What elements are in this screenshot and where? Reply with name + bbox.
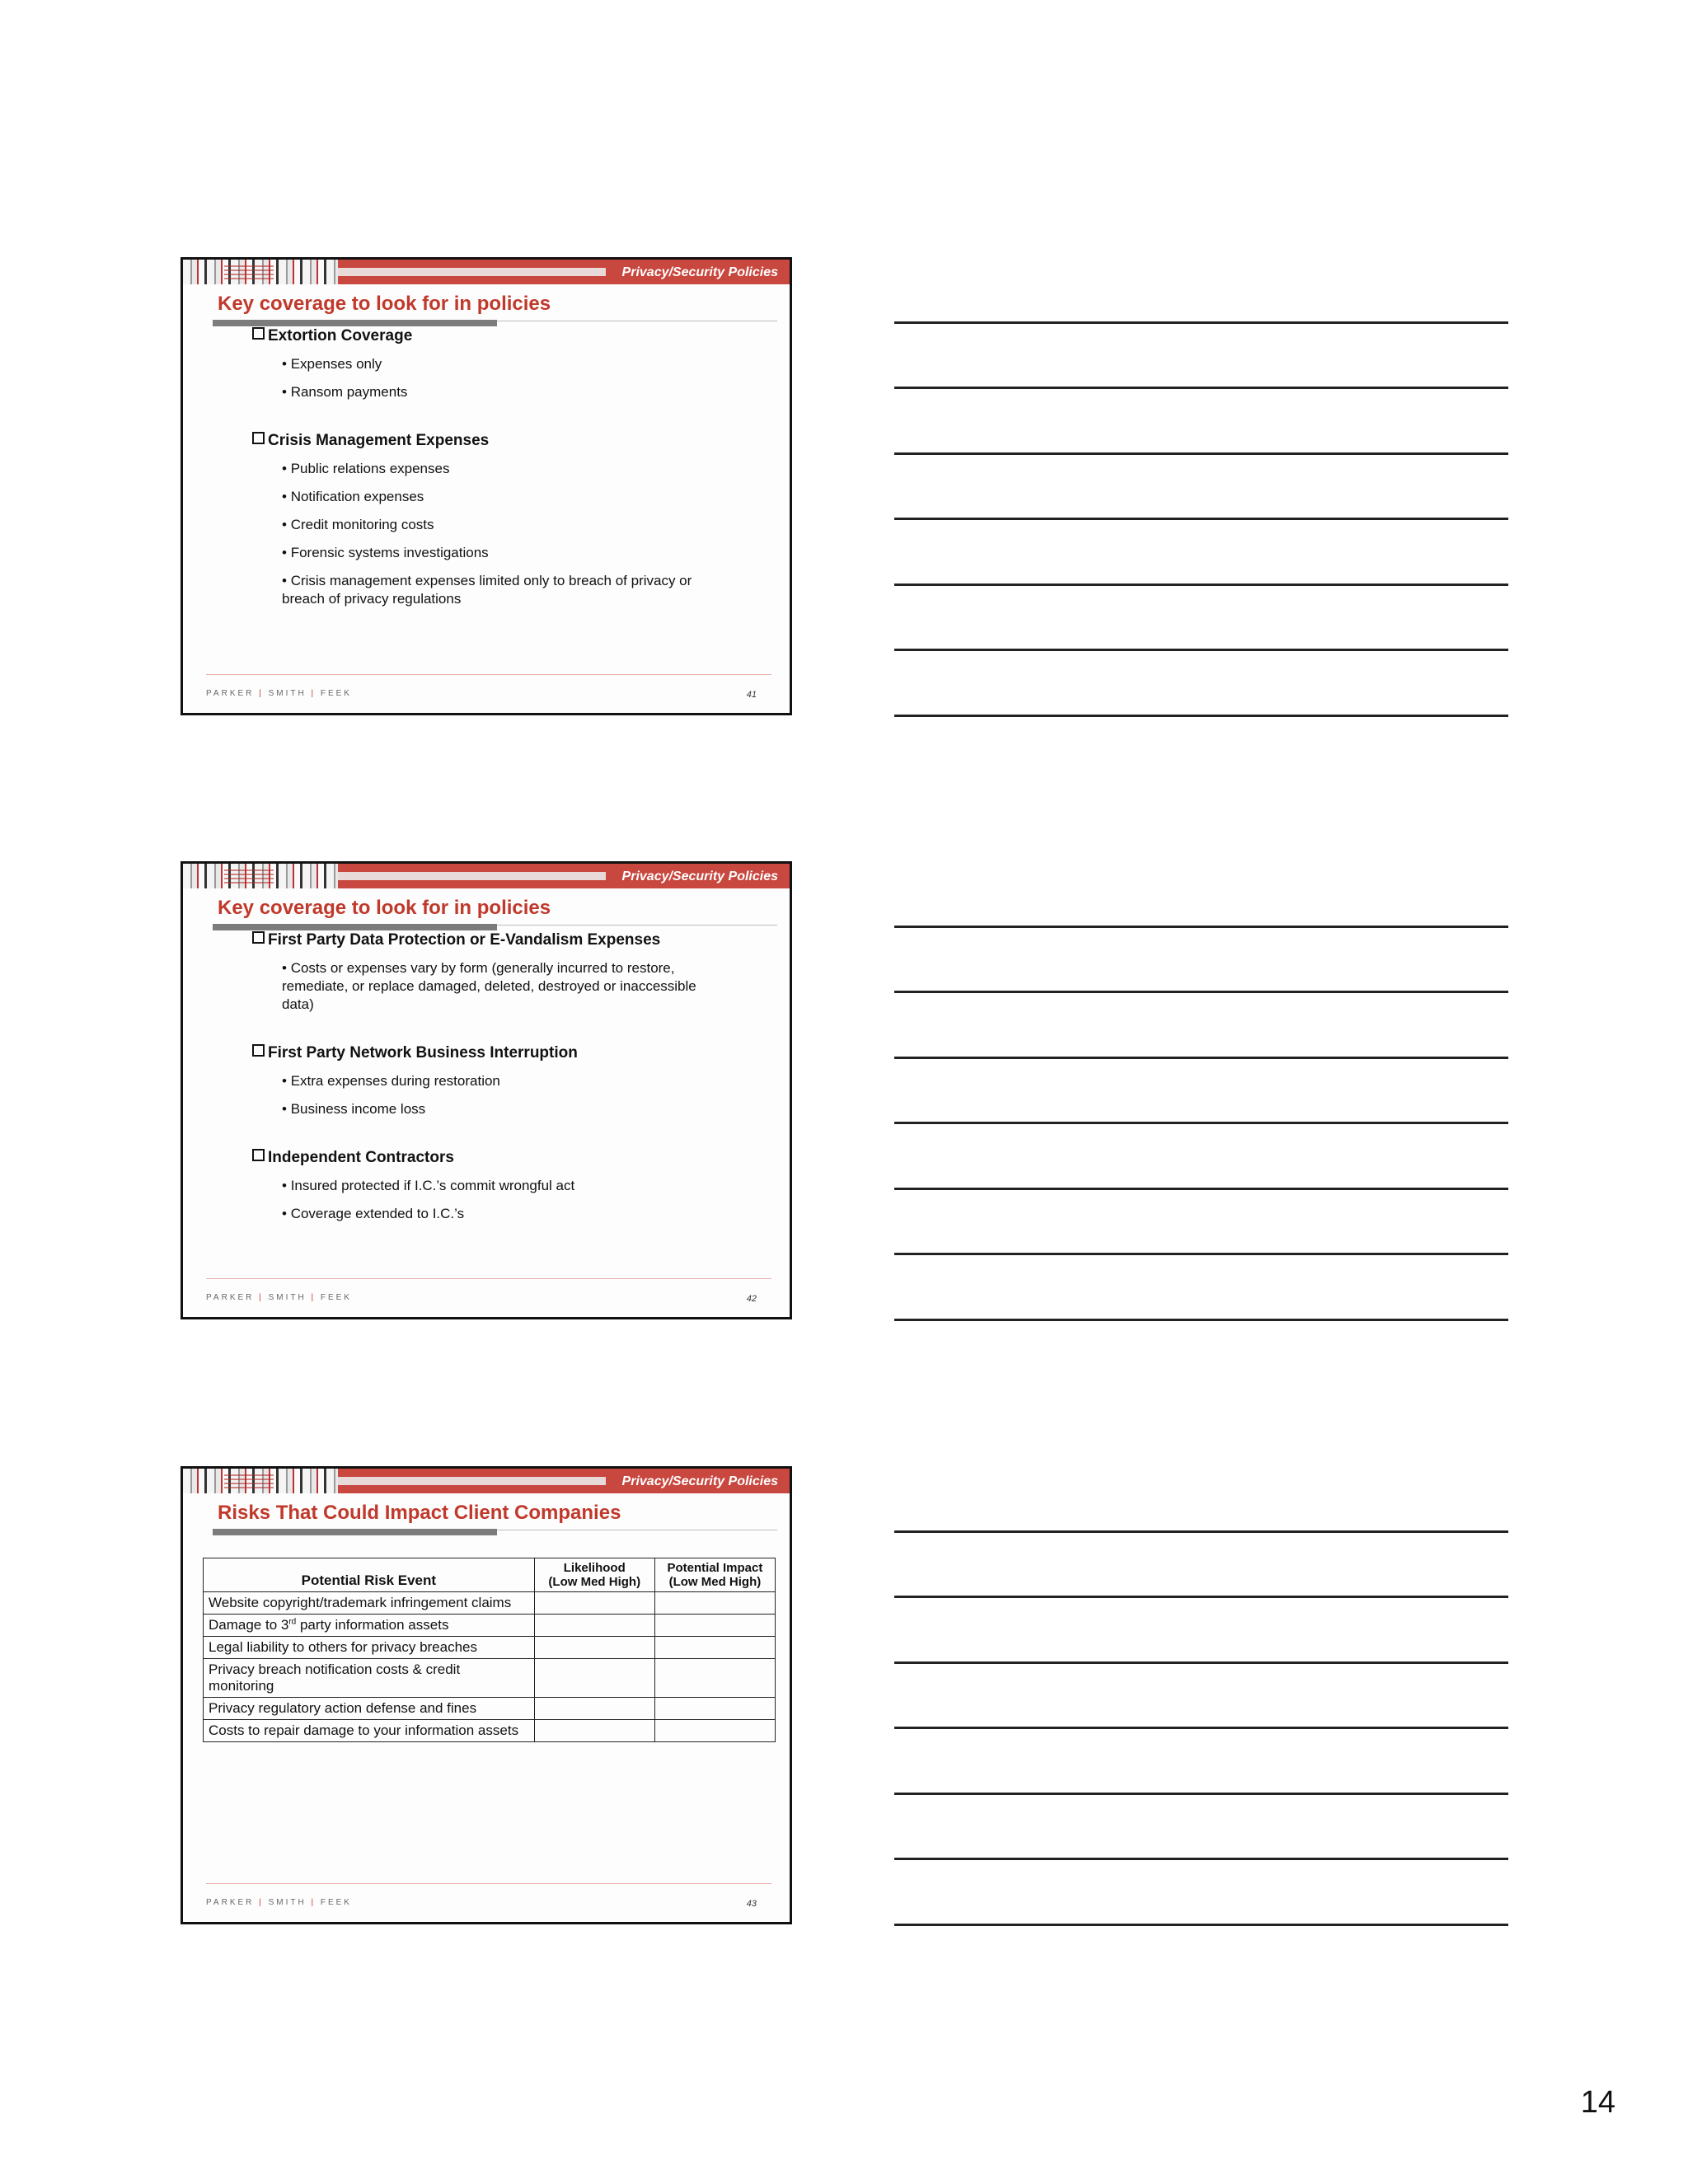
column-header: Potential Risk Event bbox=[204, 1558, 535, 1592]
company-logo: PARKER | SMITH | FEEK bbox=[206, 1293, 352, 1302]
checkbox-icon bbox=[252, 931, 265, 944]
note-line bbox=[894, 1924, 1508, 1926]
note-line bbox=[894, 1793, 1508, 1795]
note-line bbox=[894, 387, 1508, 389]
table-row: Privacy breach notification costs & credit monitoring bbox=[204, 1659, 776, 1698]
coverage-heading: Independent Contractors bbox=[252, 1149, 757, 1167]
risk-table bbox=[203, 1558, 776, 1742]
slide-number: 41 bbox=[746, 690, 757, 700]
note-line bbox=[894, 991, 1508, 993]
bullet-item: • Crisis management expenses limited only to breach of privacy or breach of privacy regulations bbox=[282, 572, 727, 608]
table-row: Costs to repair damage to your information assets bbox=[204, 1720, 776, 1742]
section-label: Privacy/Security Policies bbox=[621, 869, 778, 883]
slide-title: Key coverage to look for in policies bbox=[218, 293, 551, 315]
note-line bbox=[894, 518, 1508, 520]
bullet-item: • Insured protected if I.C.’s commit wrongful act bbox=[282, 1177, 757, 1195]
coverage-heading: First Party Data Protection or E-Vandalism Expenses bbox=[252, 931, 757, 949]
page-number: 14 bbox=[1580, 2085, 1615, 2120]
banner-photo bbox=[183, 1469, 338, 1493]
bullet-item: • Costs or expenses vary by form (generally incurred to restore, remediate, or replace damaged, deleted, destroyed or inaccessible data) bbox=[282, 959, 727, 1014]
note-line bbox=[894, 926, 1508, 928]
table-row: Privacy regulatory action defense and fines bbox=[204, 1698, 776, 1720]
bullet-item: • Ransom payments bbox=[282, 383, 757, 401]
bullet-item: • Coverage extended to I.C.’s bbox=[282, 1205, 757, 1223]
table-row: Damage to 3rd party information assets bbox=[204, 1615, 776, 1637]
note-line bbox=[894, 715, 1508, 717]
note-line bbox=[894, 1188, 1508, 1190]
checkbox-icon bbox=[252, 1149, 265, 1161]
slide-title: Key coverage to look for in policies bbox=[218, 897, 551, 919]
slide-banner bbox=[183, 864, 790, 888]
slide-number: 42 bbox=[746, 1294, 757, 1304]
note-line bbox=[894, 583, 1508, 586]
slide-banner bbox=[183, 260, 790, 284]
note-line bbox=[894, 649, 1508, 651]
slide-body bbox=[252, 327, 757, 608]
column-header: Potential Impact (Low Med High) bbox=[654, 1558, 775, 1592]
note-line bbox=[894, 452, 1508, 455]
checkbox-icon bbox=[252, 1044, 265, 1057]
note-line bbox=[894, 1661, 1508, 1664]
section-label: Privacy/Security Policies bbox=[621, 265, 778, 279]
bullet-item: • Forensic systems investigations bbox=[282, 544, 757, 562]
coverage-heading: Crisis Management Expenses bbox=[252, 432, 757, 450]
section-label: Privacy/Security Policies bbox=[621, 1474, 778, 1488]
bullet-item: • Extra expenses during restoration bbox=[282, 1072, 757, 1090]
slide-43 bbox=[181, 1466, 792, 1924]
bullet-item: • Credit monitoring costs bbox=[282, 516, 757, 534]
checkbox-icon bbox=[252, 327, 265, 340]
banner-photo bbox=[183, 864, 338, 888]
note-line bbox=[894, 1057, 1508, 1059]
slide-number: 43 bbox=[746, 1899, 757, 1909]
note-line bbox=[894, 1596, 1508, 1598]
column-header: Likelihood (Low Med High) bbox=[534, 1558, 654, 1592]
company-logo: PARKER | SMITH | FEEK bbox=[206, 689, 352, 698]
table-row: Website copyright/trademark infringement claims bbox=[204, 1592, 776, 1615]
slide-banner bbox=[183, 1469, 790, 1493]
note-line bbox=[894, 1319, 1508, 1321]
bullet-item: • Expenses only bbox=[282, 355, 757, 373]
banner-photo bbox=[183, 260, 338, 284]
slide-41 bbox=[181, 257, 792, 715]
slide-title: Risks That Could Impact Client Companies bbox=[218, 1502, 621, 1524]
note-line bbox=[894, 1253, 1508, 1255]
coverage-heading: Extortion Coverage bbox=[252, 327, 757, 345]
note-line bbox=[894, 1530, 1508, 1533]
slide-42 bbox=[181, 861, 792, 1319]
checkbox-icon bbox=[252, 432, 265, 444]
slide-body bbox=[252, 931, 757, 1223]
note-line bbox=[894, 1727, 1508, 1729]
note-line bbox=[894, 1858, 1508, 1860]
table-row: Legal liability to others for privacy breaches bbox=[204, 1637, 776, 1659]
bullet-item: • Public relations expenses bbox=[282, 460, 757, 478]
note-line bbox=[894, 1122, 1508, 1124]
company-logo: PARKER | SMITH | FEEK bbox=[206, 1898, 352, 1907]
note-line bbox=[894, 321, 1508, 324]
coverage-heading: First Party Network Business Interruption bbox=[252, 1044, 757, 1062]
bullet-item: • Notification expenses bbox=[282, 488, 757, 506]
bullet-item: • Business income loss bbox=[282, 1100, 757, 1118]
